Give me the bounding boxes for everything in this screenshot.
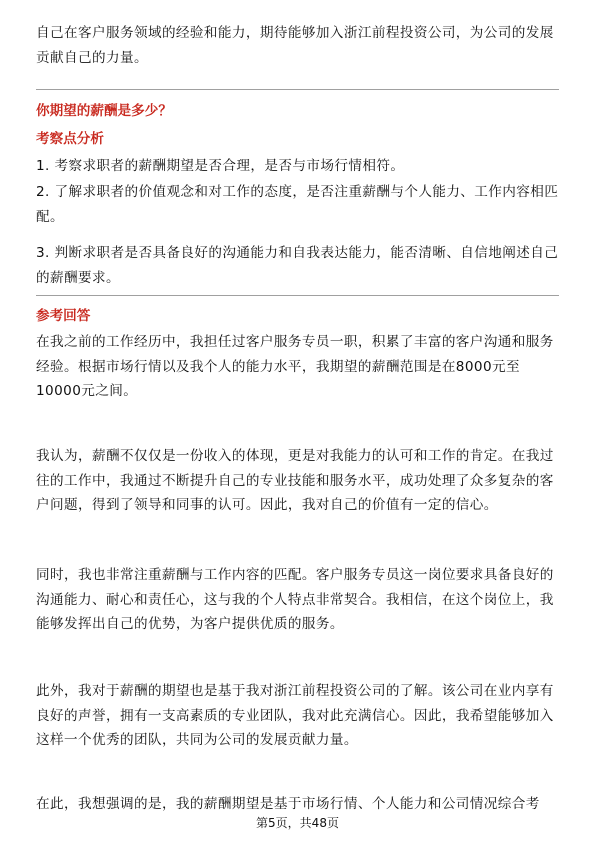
analysis-point-1: 1. 考察求职者的薪酬期望是否合理，是否与市场行情相符。: [36, 158, 405, 174]
answer-paragraph-4: 此外，我对于薪酬的期望也是基于我对浙江前程投资公司的了解。该公司在业内享有良好的声誉，拥有一支高素质的专业团队，我对此充满信心。因此，我希望能够加入这样一个优秀的团队，共同为公司的发展贡献力量。: [36, 683, 554, 748]
answer-paragraph-5: 在此，我想强调的是，我的薪酬期望是基于市场行情、个人能力和公司情况综合考: [36, 796, 540, 812]
answer-divider: [36, 295, 559, 296]
page-number: 第5页，共48页: [256, 816, 339, 830]
question-title: 你期望的薪酬是多少？: [36, 103, 172, 119]
analysis-point-3: 3. 判断求职者是否具备良好的沟通能力和自我表达能力，能否清晰、自信地阐述自己的薪酬要求。: [36, 245, 559, 286]
analysis-point-2: 2. 了解求职者的价值观念和对工作的态度，是否注重薪酬与个人能力、工作内容相匹配。: [36, 184, 559, 225]
answer-paragraph-3: 同时，我也非常注重薪酬与工作内容的匹配。客户服务专员这一岗位要求具备良好的沟通能力、耐心和责任心，这与我的个人特点非常契合。我相信，在这个岗位上，我能够发挥出自己的优势，为客户提供优质的服务。: [36, 567, 554, 632]
answer-paragraph-1: 在我之前的工作经历中，我担任过客户服务专员一职，积累了丰富的客户沟通和服务经验。根据市场行情以及我个人的能力水平，我期望的薪酬范围是在8000元至10000元之间。: [36, 334, 554, 399]
analysis-heading: 考察点分析: [36, 131, 104, 147]
intro-paragraph: 自己在客户服务领域的经验和能力，期待能够加入浙江前程投资公司，为公司的发展贡献自己的力量。: [36, 25, 554, 66]
answer-heading: 参考回答: [36, 308, 91, 324]
answer-paragraph-2: 我认为，薪酬不仅仅是一份收入的体现，更是对我能力的认可和工作的肯定。在我过往的工作中，我通过不断提升自己的专业技能和服务水平，成功处理了众多复杂的客户问题，得到了领导和同事的认可。因此，我对自己的价值有一定的信心。: [36, 448, 554, 513]
section-divider: [36, 89, 559, 90]
